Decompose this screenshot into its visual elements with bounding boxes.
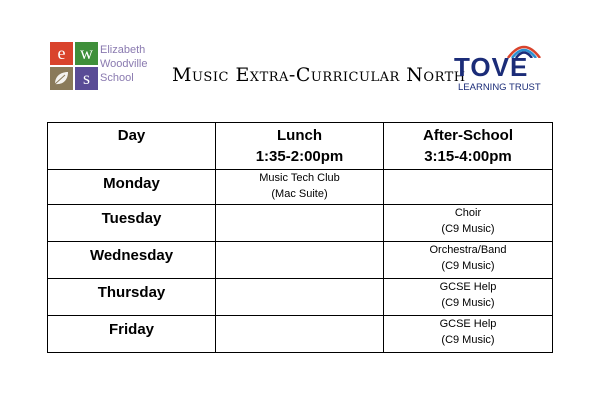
day-cell: Friday (48, 316, 216, 353)
after-school-cell (384, 242, 553, 279)
school-name-line: Woodville (100, 58, 148, 70)
timetable (47, 122, 553, 353)
lunch-cell (216, 205, 384, 242)
after-school-cell (384, 316, 553, 353)
table-row (48, 242, 553, 279)
lunch-cell (216, 279, 384, 316)
logo-letter-e: e (50, 42, 73, 65)
activity-room: (C9 Music) (441, 334, 495, 346)
after-school-cell (384, 279, 553, 316)
header-line: After-School (423, 127, 513, 144)
activity-name: Music Tech Club (259, 172, 340, 184)
activity-name: GCSE Help (439, 318, 497, 330)
header-after-school (384, 123, 553, 170)
header-line: 3:15-4:00pm (424, 148, 512, 165)
activity-room: (C9 Music) (441, 297, 495, 309)
header-day (48, 123, 216, 170)
trust-subtitle: LEARNING TRUST (458, 82, 541, 93)
trust-logo (448, 40, 552, 94)
day-cell: Monday (48, 170, 216, 205)
lunch-cell (216, 170, 384, 205)
school-logo-mark (50, 42, 98, 90)
day-cell: Tuesday (48, 205, 216, 242)
school-logo (50, 42, 150, 90)
header-line: 1:35-2:00pm (255, 148, 344, 165)
activity-name: Orchestra/Band (429, 244, 507, 256)
logo-letter-w: w (75, 42, 98, 65)
table-row (48, 205, 553, 242)
day-cell: Wednesday (48, 242, 216, 279)
activity-room: (C9 Music) (441, 223, 495, 235)
after-school-cell (384, 170, 553, 205)
lunch-cell (216, 242, 384, 279)
page-title: Music Extra-Curricular North (172, 64, 466, 86)
table-row (48, 316, 553, 353)
activity-room: (Mac Suite) (271, 188, 328, 200)
lunch-cell (216, 316, 384, 353)
activity-room: (C9 Music) (441, 260, 495, 272)
school-name-line: Elizabeth (100, 44, 146, 56)
day-cell: Thursday (48, 279, 216, 316)
activity-name: GCSE Help (439, 281, 497, 293)
table-row (48, 170, 553, 205)
after-school-cell (384, 205, 553, 242)
logo-letter-s: s (75, 67, 98, 90)
header-line: Lunch (277, 127, 322, 144)
trust-wordmark: TOVE (454, 52, 529, 82)
school-name (100, 43, 148, 85)
school-name-line: School (100, 72, 134, 84)
table-row (48, 279, 553, 316)
header-lunch (216, 123, 384, 170)
leaf-icon (50, 67, 73, 90)
activity-name: Choir (454, 207, 482, 219)
header-row (48, 123, 553, 170)
header-line: Day (117, 127, 146, 144)
